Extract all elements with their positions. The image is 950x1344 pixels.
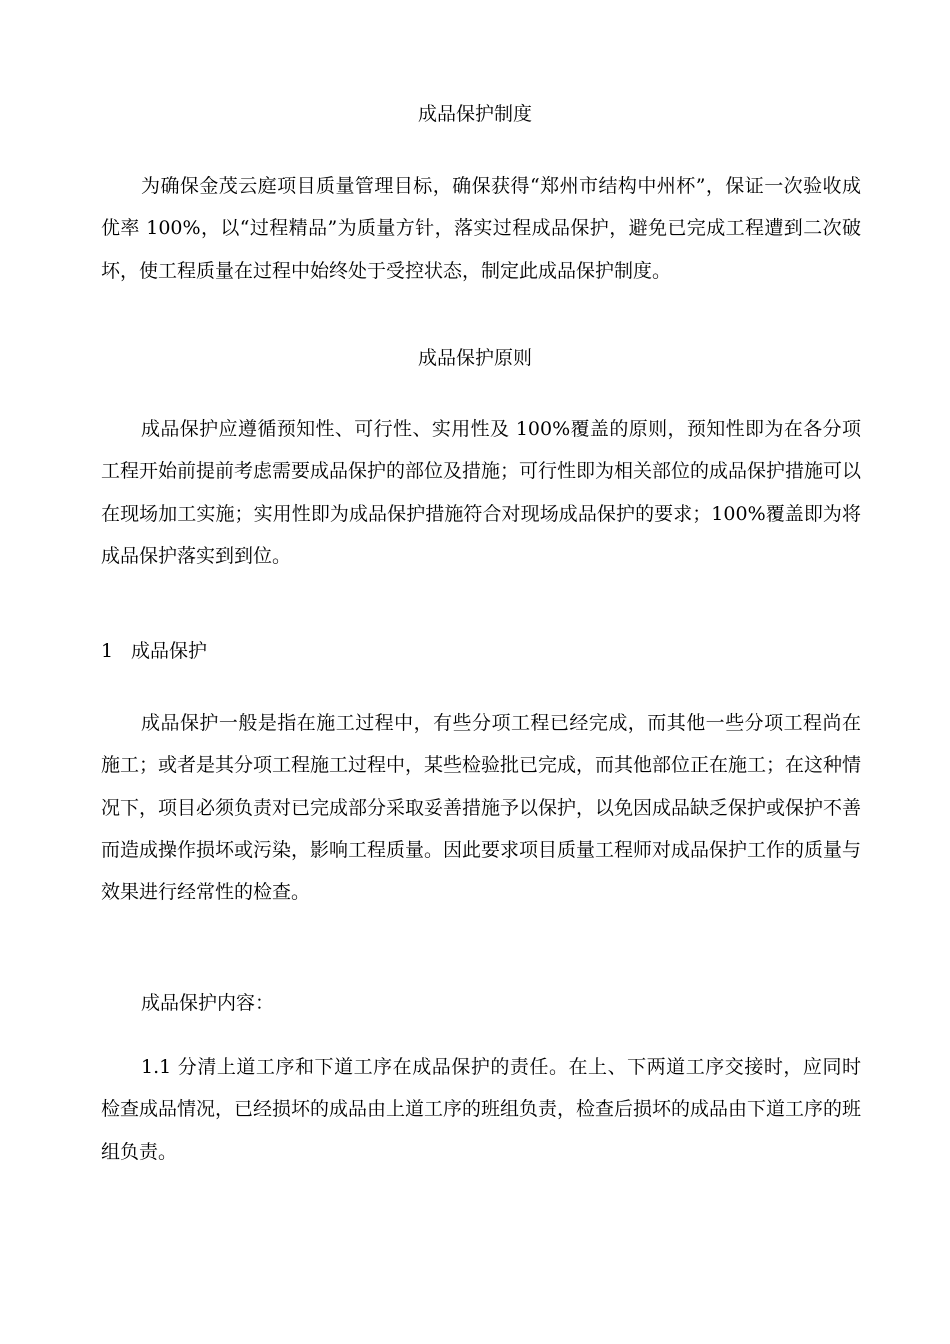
section-1-heading <box>101 641 207 661</box>
section-1-title: 成品保护 <box>131 640 208 662</box>
document-title: 成品保护制度 <box>417 103 532 125</box>
intro-paragraph: 为确保金茂云庭项目质量管理目标，确保获得“郑州市结构中州杯”，保证一次验收成优率 100%，以“过程精品”为质量方针，落实过程成品保护，避免已完成工程遭到二次破坏，使工程质量在过程中始终处于受控状态，制定此成品保护制度。 <box>101 175 861 282</box>
section-1-number: 1 <box>101 640 114 662</box>
principle-heading: 成品保护原则 <box>417 347 532 369</box>
item-1-1-paragraph: 1.1 分清上道工序和下道工序在成品保护的责任。在上、下两道工序交接时，应同时检查成品情况，已经损坏的成品由上道工序的班组负责，检查后损坏的成品由下道工序的班组负责。 <box>101 1056 862 1163</box>
content-label: 成品保护内容： <box>141 992 275 1014</box>
principle-paragraph: 成品保护应遵循预知性、可行性、实用性及 100%覆盖的原则，预知性即为在各分项工程开始前提前考虑需要成品保护的部位及措施；可行性即为相关部位的成品保护措施可以在现场加工实施；实用性即为成品保护措施符合对现场成品保护的要求；100%覆盖即为将成品保护落实到到位。 <box>101 418 862 567</box>
section-1-paragraph: 成品保护一般是指在施工过程中，有些分项工程已经完成，而其他一些分项工程尚在施工；或者是其分项工程施工过程中，某些检验批已完成，而其他部位正在施工；在这种情况下，项目必须负责对已完成部分采取妥善措施予以保护，以免因成品缺乏保护或保护不善而造成操作损坏或污染，影响工程质量。因此要求项目质量工程师对成品保护工作的质量与效果进行经常性的检查。 <box>101 712 862 904</box>
